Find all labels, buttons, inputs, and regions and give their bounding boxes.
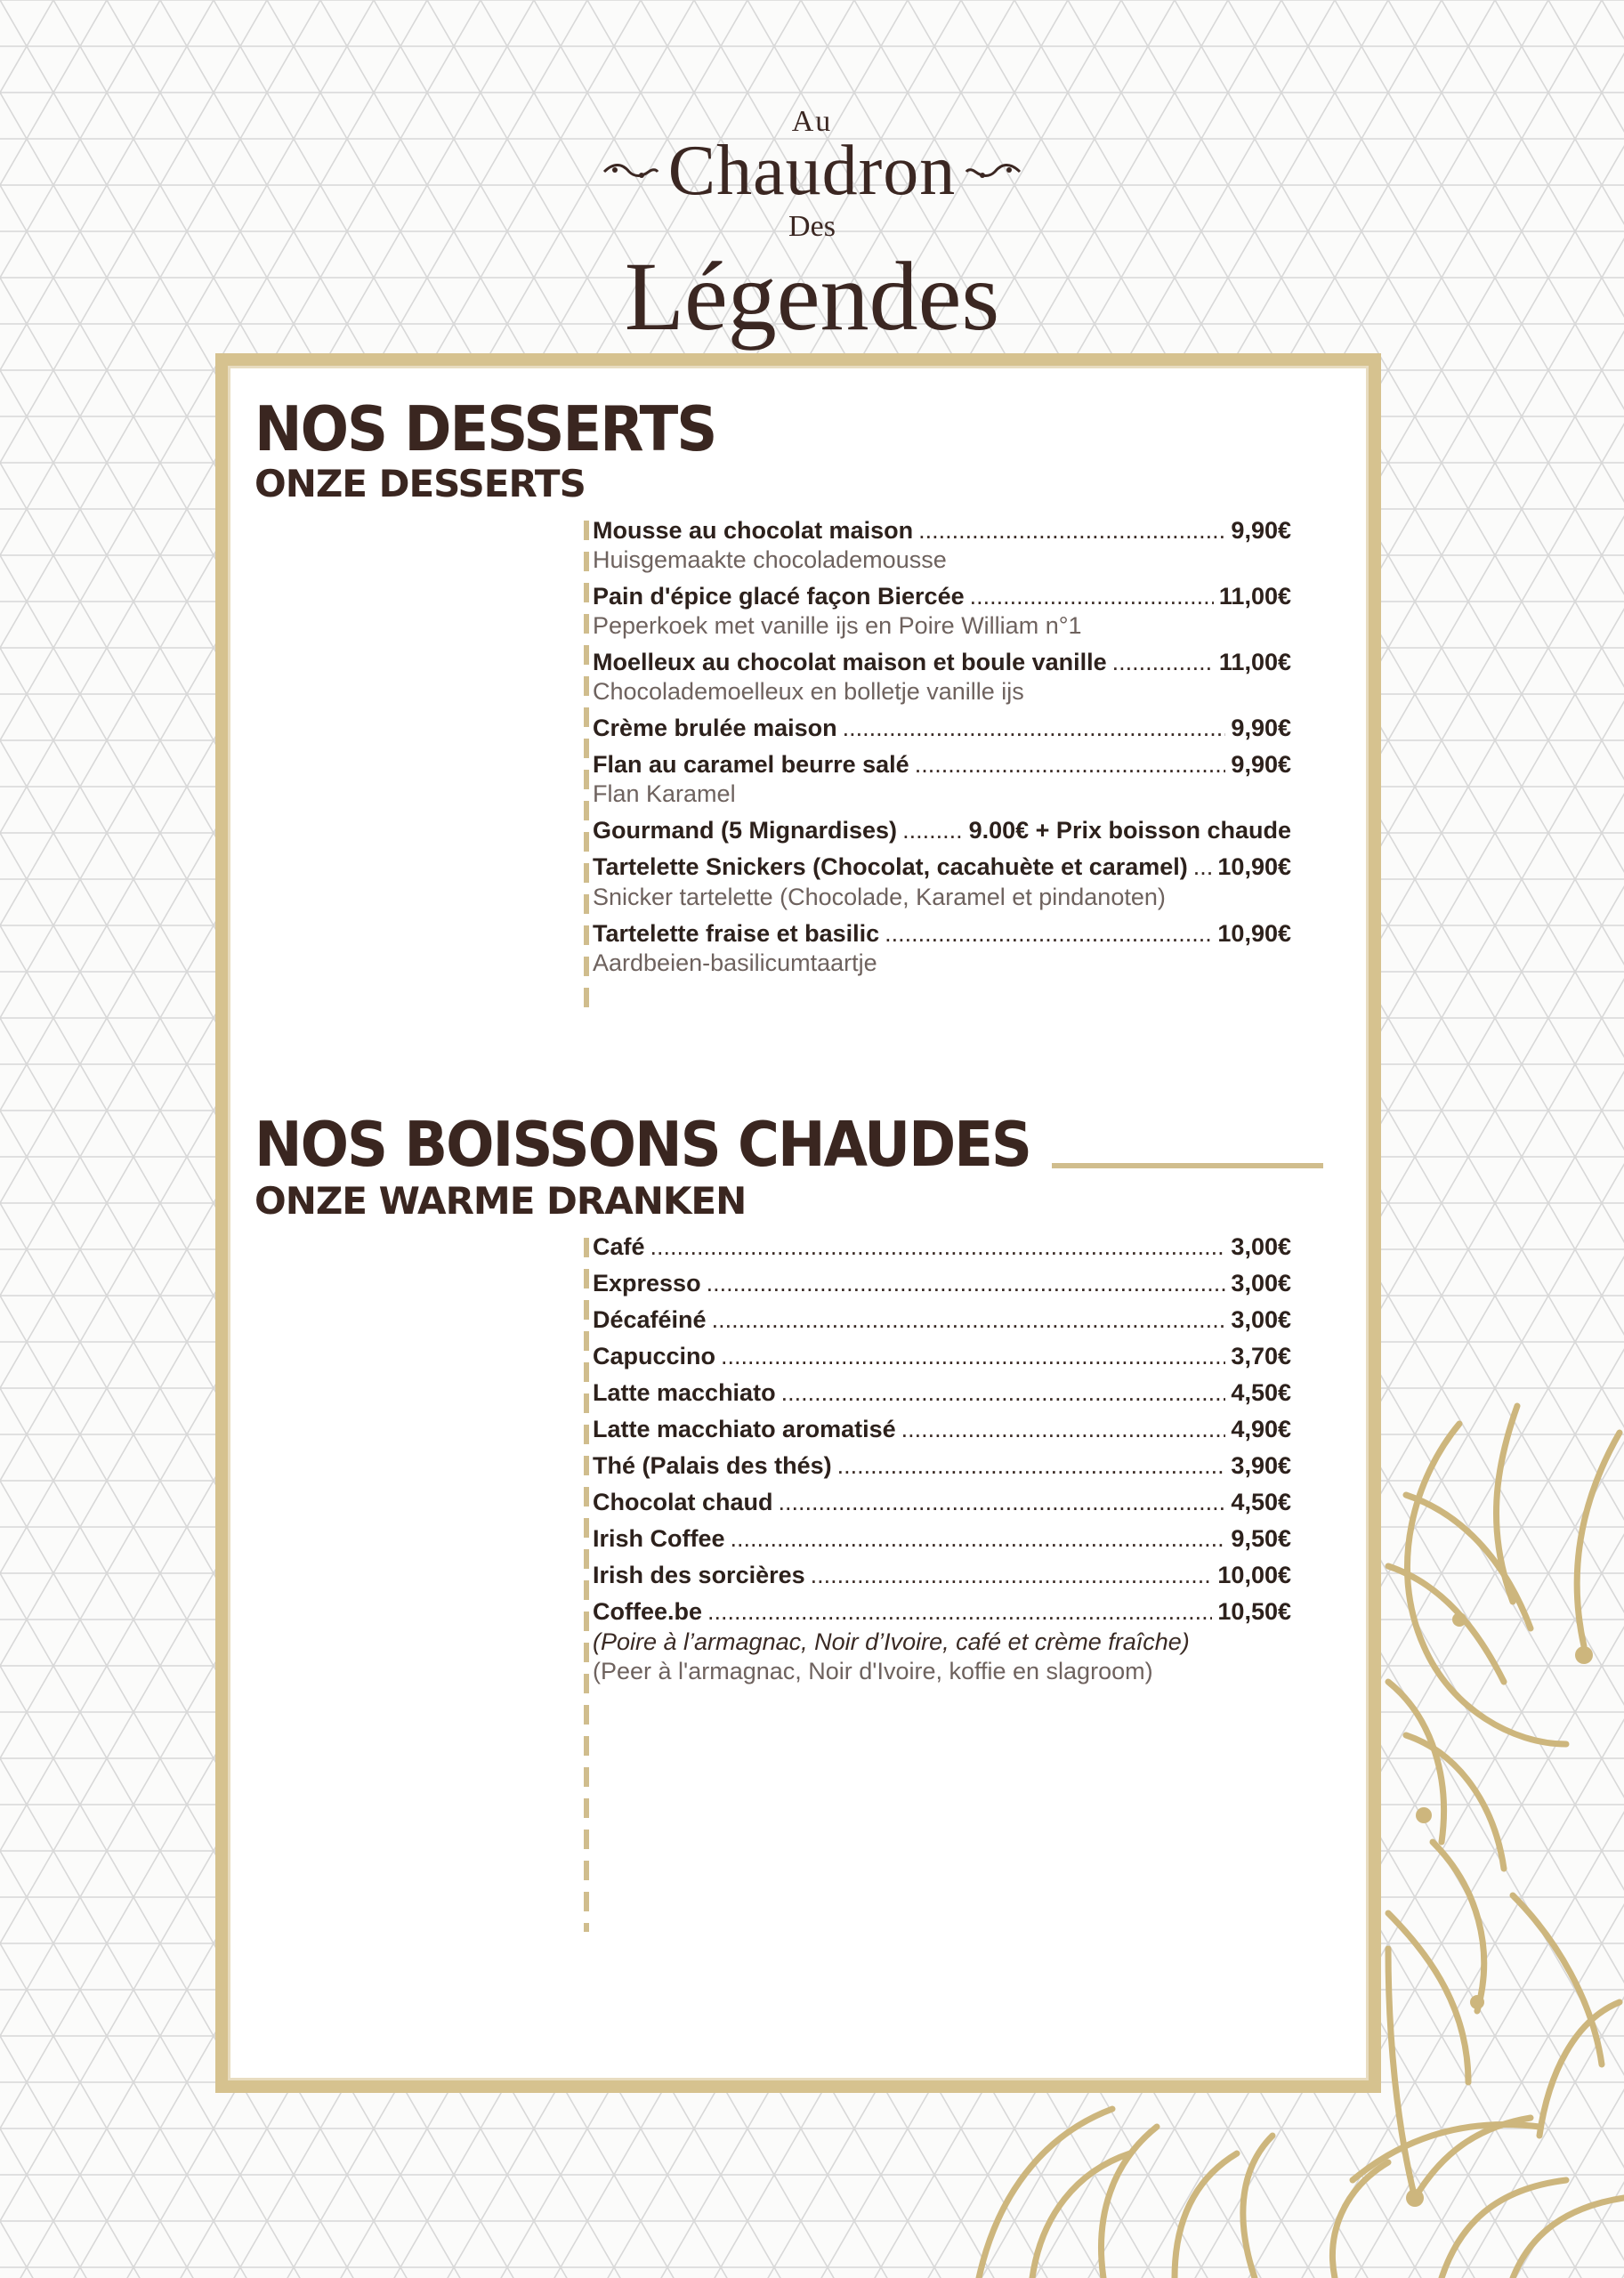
- dessert-price: 11,00€: [1218, 583, 1291, 610]
- dotted-leader: [837, 1452, 1226, 1480]
- dessert-item: [593, 853, 1291, 910]
- drink-item: [593, 1562, 1291, 1589]
- drink-item: [593, 1452, 1291, 1480]
- drink-item: [593, 1598, 1291, 1684]
- dessert-translation: Flan Karamel: [593, 780, 736, 808]
- logo-des: Des: [788, 210, 836, 243]
- dessert-item-main: [593, 649, 1291, 676]
- dotted-leader: [650, 1233, 1226, 1261]
- left-flourish-icon: [602, 156, 659, 188]
- drink-item: [593, 1233, 1291, 1261]
- drink-name: Café: [593, 1233, 645, 1260]
- drink-price: 3,00€: [1231, 1306, 1291, 1334]
- dessert-name: Pain d'épice glacé façon Biercée: [593, 583, 965, 610]
- dessert-item-main: [593, 817, 1291, 844]
- desserts-title-fr: NOS DESSERTS: [255, 394, 716, 466]
- drink-item: [593, 1270, 1291, 1297]
- dotted-leader: [811, 1562, 1213, 1589]
- dessert-item: [593, 817, 1291, 844]
- drink-price: 3,00€: [1231, 1233, 1291, 1260]
- dotted-leader: [902, 817, 964, 844]
- dessert-item: [593, 715, 1291, 742]
- dessert-item-main: [593, 517, 1291, 545]
- dotted-leader: [731, 1525, 1226, 1553]
- drink-item-main: [593, 1270, 1291, 1297]
- dessert-translation: Huisgemaakte chocolademousse: [593, 546, 947, 574]
- dotted-leader: [970, 583, 1214, 610]
- hot-drinks-dashed-line: [584, 1238, 589, 1932]
- drink-item-main: [593, 1525, 1291, 1553]
- dotted-leader: [918, 517, 1225, 545]
- dessert-translation: Chocolademoelleux en bolletje vanille ijs: [593, 678, 1024, 706]
- dessert-price: 10,90€: [1217, 919, 1291, 947]
- dotted-leader: [885, 920, 1212, 948]
- drink-name: Décaféiné: [593, 1306, 707, 1334]
- dotted-leader: [1193, 853, 1213, 881]
- drink-name: Latte macchiato aromatisé: [593, 1416, 896, 1443]
- logo-line-chaudron: [552, 132, 1072, 210]
- dotted-leader: [915, 751, 1226, 779]
- dotted-leader: [707, 1270, 1226, 1297]
- drink-price: 4,50€: [1231, 1489, 1291, 1516]
- dessert-price: 9,90€: [1231, 517, 1291, 544]
- dotted-leader: [781, 1379, 1226, 1407]
- drink-item-main: [593, 1562, 1291, 1589]
- hot-drinks-list: [593, 1233, 1291, 1694]
- drink-name: Latte macchiato: [593, 1379, 776, 1407]
- drink-item: [593, 1379, 1291, 1407]
- dessert-translation: Snicker tartelette (Chocolade, Karamel et pindanoten): [593, 883, 1166, 910]
- logo-legendes: Légendes: [624, 242, 1000, 351]
- desserts-list: [593, 517, 1291, 986]
- drink-item: [593, 1343, 1291, 1370]
- drink-item-main: [593, 1233, 1291, 1261]
- right-flourish-icon: [965, 156, 1022, 188]
- dessert-name: Tartelette fraise et basilic: [593, 919, 880, 947]
- hot-drinks-title-fr: NOS BOISSONS CHAUDES: [255, 1110, 1030, 1182]
- dessert-item-main: [593, 920, 1291, 948]
- drink-item: [593, 1525, 1291, 1553]
- drink-name: Coffee.be: [593, 1598, 703, 1626]
- dessert-item-main: [593, 583, 1291, 610]
- dessert-item: [593, 517, 1291, 574]
- drink-name: Capuccino: [593, 1343, 716, 1370]
- menu-frame: [215, 353, 1381, 2093]
- drink-note-fr: (Poire à l’armagnac, Noir d’Ivoire, café et crème fraîche): [593, 1628, 1190, 1655]
- dessert-translation: Peperkoek met vanille ijs en Poire William n°1: [593, 612, 1082, 640]
- dessert-item: [593, 920, 1291, 977]
- dotted-leader: [843, 715, 1226, 742]
- dotted-leader: [901, 1416, 1226, 1443]
- dessert-item-main: [593, 715, 1291, 742]
- dotted-leader: [1112, 649, 1214, 676]
- dessert-item: [593, 649, 1291, 706]
- dessert-price: 9,90€: [1231, 715, 1291, 742]
- dotted-leader: [707, 1598, 1212, 1626]
- dessert-name: Mousse au chocolat maison: [593, 517, 914, 544]
- desserts-title-nl: ONZE DESSERTS: [255, 462, 586, 505]
- drink-price: 10,50€: [1217, 1598, 1291, 1626]
- drink-name: Chocolat chaud: [593, 1489, 773, 1516]
- dessert-item: [593, 583, 1291, 640]
- drink-price: 4,90€: [1231, 1416, 1291, 1443]
- drink-item: [593, 1489, 1291, 1516]
- hot-drinks-title-nl: ONZE WARME DRANKEN: [255, 1179, 747, 1223]
- drink-item-main: [593, 1343, 1291, 1370]
- dessert-price: 11,00€: [1218, 649, 1291, 676]
- drink-name: Irish Coffee: [593, 1525, 725, 1553]
- drink-price: 9,50€: [1231, 1525, 1291, 1553]
- drink-item-main: [593, 1379, 1291, 1407]
- dotted-leader: [779, 1489, 1226, 1516]
- drink-price: 3,90€: [1231, 1452, 1291, 1480]
- drink-item-main: [593, 1452, 1291, 1480]
- drink-item-main: [593, 1306, 1291, 1334]
- drink-name: Irish des sorcières: [593, 1562, 805, 1589]
- drink-price: 3,70€: [1231, 1343, 1291, 1370]
- dessert-name: Crème brulée maison: [593, 715, 837, 742]
- dessert-name: Gourmand (5 Mignardises): [593, 817, 898, 844]
- drink-name: Thé (Palais des thés): [593, 1452, 832, 1480]
- restaurant-logo: [552, 105, 1072, 351]
- drink-note-nl: (Peer à l'armagnac, Noir d'Ivoire, koffie en slagroom): [593, 1657, 1153, 1684]
- dessert-item: [593, 751, 1291, 808]
- drink-item-main: [593, 1489, 1291, 1516]
- dessert-price: 9.00€ + Prix boisson chaude: [968, 817, 1291, 844]
- dessert-item-main: [593, 751, 1291, 779]
- dessert-name: Moelleux au chocolat maison et boule vanille: [593, 649, 1107, 676]
- dessert-translation: Aardbeien-basilicumtaartje: [593, 949, 877, 976]
- dotted-leader: [712, 1306, 1226, 1334]
- logo-chaudron: Chaudron: [667, 132, 957, 210]
- desserts-dashed-line: [584, 521, 589, 1019]
- dessert-price: 9,90€: [1231, 751, 1291, 779]
- dessert-price: 10,90€: [1217, 853, 1291, 881]
- dessert-name: Flan au caramel beurre salé: [593, 751, 909, 779]
- drink-name: Expresso: [593, 1270, 701, 1297]
- drink-price: 10,00€: [1217, 1562, 1291, 1589]
- drink-item-main: [593, 1416, 1291, 1443]
- drink-item: [593, 1416, 1291, 1443]
- logo-au: Au: [791, 105, 833, 138]
- hot-drinks-title-rule: [1052, 1163, 1323, 1168]
- dessert-name: Tartelette Snickers (Chocolat, cacahuète et caramel): [593, 853, 1188, 881]
- dessert-item-main: [593, 853, 1291, 881]
- drink-price: 4,50€: [1231, 1379, 1291, 1407]
- drink-price: 3,00€: [1231, 1270, 1291, 1297]
- drink-item: [593, 1306, 1291, 1334]
- drink-item-main: [593, 1598, 1291, 1626]
- dotted-leader: [721, 1343, 1225, 1370]
